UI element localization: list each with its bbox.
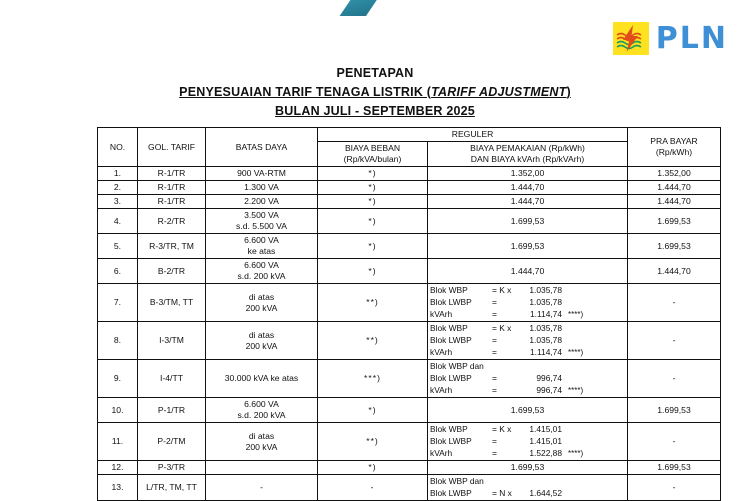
blok-value bbox=[518, 488, 625, 499]
cell-biaya-beban: *) bbox=[318, 167, 428, 181]
batas-daya-line: s.d. 5.500 VA bbox=[236, 221, 287, 231]
cell-no: 4. bbox=[98, 209, 138, 234]
blok-value-number: 1.522,88 bbox=[529, 448, 562, 458]
cell-biaya-pemakaian: 1.352,00 bbox=[428, 167, 628, 181]
blok-operator: = bbox=[492, 385, 497, 395]
blok-label: kVArh bbox=[430, 347, 453, 357]
cell-biaya-pemakaian bbox=[428, 322, 628, 360]
cell-biaya-pemakaian: 1.444,70 bbox=[428, 195, 628, 209]
cell-gol-tarif: P-3/TR bbox=[138, 461, 206, 475]
blok-value-number: 1.035,78 bbox=[529, 323, 562, 333]
batas-daya-line: 6.600 VA bbox=[244, 260, 279, 270]
cell-biaya-pemakaian: 1.699,53 bbox=[428, 234, 628, 259]
cell-pra-bayar: 1.352,00 bbox=[628, 167, 721, 181]
cell-pra-bayar: - bbox=[628, 322, 721, 360]
cell-batas-daya bbox=[206, 181, 318, 195]
tariff-table bbox=[97, 127, 721, 501]
batas-daya-line: ke atas bbox=[247, 246, 276, 256]
biaya-pemakaian-line-2: DAN BIAYA kVArh (Rp/kVArh) bbox=[470, 154, 585, 164]
cell-biaya-beban: **) bbox=[318, 322, 428, 360]
cell-gol-tarif: R-1/TR bbox=[138, 181, 206, 195]
cell-batas-daya bbox=[206, 423, 318, 461]
cell-gol-tarif: R-2/TR bbox=[138, 209, 206, 234]
cell-no: 7. bbox=[98, 284, 138, 322]
cell-pra-bayar: - bbox=[628, 475, 721, 501]
cell-pra-bayar: 1.699,53 bbox=[628, 209, 721, 234]
blok-value bbox=[518, 448, 625, 459]
blok-operator: = K x bbox=[492, 323, 512, 333]
blok-value-number: 1.114,74 bbox=[530, 347, 562, 357]
cell-pra-bayar: - bbox=[628, 423, 721, 461]
cell-batas-daya bbox=[206, 284, 318, 322]
table-row bbox=[98, 195, 721, 209]
col-header-no: NO. bbox=[98, 128, 138, 167]
batas-daya-line: 900 VA-RTM bbox=[237, 168, 286, 178]
blok-label: Blok WBP bbox=[430, 285, 468, 295]
table-header-row-1 bbox=[98, 128, 721, 142]
cell-gol-tarif: R-1/TR bbox=[138, 195, 206, 209]
cell-no: 13. bbox=[98, 475, 138, 501]
blok-label: kVArh bbox=[430, 385, 453, 395]
cell-biaya-beban: **) bbox=[318, 423, 428, 461]
cell-biaya-beban: *) bbox=[318, 181, 428, 195]
blok-operator: = bbox=[492, 335, 497, 345]
blok-value bbox=[518, 385, 625, 396]
table-head bbox=[98, 128, 721, 167]
batas-daya-line: 3.500 VA bbox=[244, 210, 279, 220]
cell-batas-daya bbox=[206, 461, 318, 475]
cell-pra-bayar: 1.444,70 bbox=[628, 259, 721, 284]
cell-batas-daya bbox=[206, 167, 318, 181]
blok-operator: = bbox=[492, 448, 497, 458]
cell-biaya-pemakaian bbox=[428, 475, 628, 501]
batas-daya-line: 2.200 VA bbox=[244, 196, 279, 206]
blok-label: Blok WBP bbox=[430, 323, 468, 333]
blok-operator: = K x bbox=[492, 424, 512, 434]
cell-batas-daya bbox=[206, 398, 318, 423]
title-line-2-italic: TARIFF ADJUSTMENT bbox=[431, 85, 567, 99]
batas-daya-line: 200 kVA bbox=[245, 340, 278, 351]
batas-daya-line: 30.000 kVA ke atas bbox=[224, 373, 299, 383]
tariff-table-wrapper bbox=[97, 127, 720, 501]
cell-biaya-beban: - bbox=[318, 475, 428, 501]
title-line-2-prefix: PENYESUAIAN TARIF TENAGA LISTRIK ( bbox=[179, 85, 432, 99]
cell-batas-daya bbox=[206, 234, 318, 259]
blok-operator: = K x bbox=[492, 285, 512, 295]
cell-biaya-beban: *) bbox=[318, 209, 428, 234]
cell-no: 3. bbox=[98, 195, 138, 209]
cell-biaya-beban: **) bbox=[318, 284, 428, 322]
cell-no: 9. bbox=[98, 360, 138, 398]
cell-gol-tarif: R-1/TR bbox=[138, 167, 206, 181]
cell-no: 1. bbox=[98, 167, 138, 181]
title-line-1: PENETAPAN bbox=[336, 66, 414, 80]
cell-pra-bayar: 1.699,53 bbox=[628, 398, 721, 423]
blok-rate-grid bbox=[430, 424, 625, 459]
cell-biaya-pemakaian bbox=[428, 423, 628, 461]
cell-no: 10. bbox=[98, 398, 138, 423]
blok-value bbox=[518, 309, 625, 320]
blok-value bbox=[518, 361, 625, 372]
batas-daya-line: s.d. 200 kVA bbox=[237, 271, 286, 281]
biaya-beban-line-2: (Rp/kVA/bulan) bbox=[343, 154, 402, 164]
blok-label: Blok WBP dan bbox=[430, 361, 484, 371]
pln-lightning-icon bbox=[613, 22, 649, 55]
cell-batas-daya bbox=[206, 209, 318, 234]
cell-biaya-pemakaian: 1.444,70 bbox=[428, 181, 628, 195]
blok-label: Blok LWBP bbox=[430, 436, 472, 446]
cell-no: 12. bbox=[98, 461, 138, 475]
batas-daya-line: di atas bbox=[248, 291, 275, 302]
blok-operator: = bbox=[492, 297, 497, 307]
cell-biaya-beban: *) bbox=[318, 461, 428, 475]
blok-operator: = bbox=[492, 436, 497, 446]
cell-biaya-pemakaian bbox=[428, 284, 628, 322]
cell-gol-tarif: I-3/TM bbox=[138, 322, 206, 360]
batas-daya-line: di atas bbox=[248, 329, 275, 340]
pra-bayar-line-1: PRA BAYAR bbox=[650, 136, 698, 146]
cell-batas-daya bbox=[206, 360, 318, 398]
blok-label: Blok LWBP bbox=[430, 488, 472, 498]
blok-rate-grid bbox=[430, 323, 625, 358]
blok-value-number: 1.035,78 bbox=[529, 335, 562, 345]
col-header-reguler: REGULER bbox=[318, 128, 628, 142]
cell-no: 6. bbox=[98, 259, 138, 284]
cell-gol-tarif: B-3/TM, TT bbox=[138, 284, 206, 322]
batas-daya-line: 1.300 VA bbox=[244, 182, 279, 192]
table-row bbox=[98, 167, 721, 181]
col-header-biaya-beban bbox=[318, 142, 428, 167]
blok-operator bbox=[492, 361, 518, 372]
blok-label: Blok LWBP bbox=[430, 373, 472, 383]
blok-value bbox=[518, 323, 625, 334]
blok-rate-grid bbox=[430, 361, 625, 396]
title-line-2 bbox=[0, 83, 750, 102]
cell-pra-bayar: 1.444,70 bbox=[628, 181, 721, 195]
cell-gol-tarif: L/TR, TM, TT bbox=[138, 475, 206, 501]
blok-value bbox=[518, 424, 625, 435]
blok-value bbox=[518, 476, 625, 487]
batas-daya-line: 200 kVA bbox=[245, 441, 278, 452]
cell-pra-bayar: 1.699,53 bbox=[628, 234, 721, 259]
cell-batas-daya bbox=[206, 475, 318, 501]
blok-value bbox=[518, 347, 625, 358]
cell-pra-bayar: - bbox=[628, 284, 721, 322]
blok-value-number: 1.035,78 bbox=[529, 297, 562, 307]
blok-operator: = bbox=[492, 373, 497, 383]
blok-operator: = N x bbox=[492, 488, 512, 498]
blok-value-number: 1.415,01 bbox=[529, 424, 562, 434]
col-header-pra-bayar bbox=[628, 128, 721, 167]
table-row bbox=[98, 234, 721, 259]
blok-value-number: 996,74 bbox=[536, 385, 562, 395]
table-row bbox=[98, 475, 721, 501]
blok-value-number: 1.035,78 bbox=[529, 285, 562, 295]
cell-biaya-beban: *) bbox=[318, 195, 428, 209]
blok-value-number: 1.415,01 bbox=[529, 436, 562, 446]
cell-pra-bayar: 1.444,70 bbox=[628, 195, 721, 209]
blok-rate-grid bbox=[430, 285, 625, 320]
blok-label: Blok LWBP bbox=[430, 335, 472, 345]
cell-batas-daya bbox=[206, 322, 318, 360]
col-header-biaya-pemakaian bbox=[428, 142, 628, 167]
blok-value bbox=[518, 436, 625, 447]
cell-biaya-beban: *) bbox=[318, 398, 428, 423]
blok-value-number: 1.114,74 bbox=[530, 309, 562, 319]
blok-value-number: 1.644,52 bbox=[529, 488, 562, 498]
cell-gol-tarif: P-2/TM bbox=[138, 423, 206, 461]
title-line-2-suffix: ) bbox=[566, 85, 571, 99]
cell-batas-daya bbox=[206, 195, 318, 209]
title-line-3: BULAN JULI - SEPTEMBER 2025 bbox=[275, 104, 475, 118]
pln-logo bbox=[613, 22, 728, 55]
cell-pra-bayar: 1.699,53 bbox=[628, 461, 721, 475]
document-title-block bbox=[0, 64, 750, 121]
cell-biaya-beban: *) bbox=[318, 259, 428, 284]
blok-value bbox=[518, 285, 625, 296]
blok-value bbox=[518, 335, 625, 346]
cell-pra-bayar: - bbox=[628, 360, 721, 398]
table-row bbox=[98, 322, 721, 360]
table-row bbox=[98, 181, 721, 195]
cell-no: 11. bbox=[98, 423, 138, 461]
cell-biaya-pemakaian: 1.444,70 bbox=[428, 259, 628, 284]
blok-rate-grid bbox=[430, 476, 625, 499]
blok-value bbox=[518, 373, 625, 384]
blok-value-footnote: ****) bbox=[568, 386, 584, 395]
cell-gol-tarif: P-1/TR bbox=[138, 398, 206, 423]
table-row bbox=[98, 259, 721, 284]
blok-label: kVArh bbox=[430, 448, 453, 458]
cell-no: 8. bbox=[98, 322, 138, 360]
blok-operator: = bbox=[492, 347, 497, 357]
blok-label: kVArh bbox=[430, 309, 453, 319]
cell-biaya-pemakaian bbox=[428, 360, 628, 398]
batas-daya-line: 6.600 VA bbox=[244, 399, 279, 409]
blok-value-footnote: ****) bbox=[568, 310, 584, 319]
table-row bbox=[98, 461, 721, 475]
cell-biaya-pemakaian: 1.699,53 bbox=[428, 461, 628, 475]
blok-value bbox=[518, 297, 625, 308]
blok-operator: = bbox=[492, 309, 497, 319]
pln-wordmark: PLN bbox=[655, 20, 728, 56]
col-header-gol-tarif: GOL. TARIF bbox=[138, 128, 206, 167]
cell-biaya-pemakaian: 1.699,53 bbox=[428, 209, 628, 234]
cell-biaya-beban: *) bbox=[318, 234, 428, 259]
cell-batas-daya bbox=[206, 259, 318, 284]
cell-biaya-pemakaian: 1.699,53 bbox=[428, 398, 628, 423]
table-row bbox=[98, 423, 721, 461]
blok-operator bbox=[492, 476, 518, 487]
table-body bbox=[98, 167, 721, 501]
blok-value-footnote: ****) bbox=[568, 449, 584, 458]
blok-label: Blok WBP bbox=[430, 424, 468, 434]
cell-gol-tarif: I-4/TT bbox=[138, 360, 206, 398]
batas-daya-line: di atas bbox=[248, 430, 275, 441]
batas-daya-line: 200 kVA bbox=[245, 302, 278, 313]
cell-no: 5. bbox=[98, 234, 138, 259]
batas-daya-line: s.d. 200 kVA bbox=[237, 410, 286, 420]
cell-biaya-beban: ***) bbox=[318, 360, 428, 398]
batas-daya-line: 6.600 VA bbox=[244, 235, 279, 245]
biaya-pemakaian-line-1: BIAYA PEMAKAIAN (Rp/kWh) bbox=[470, 143, 585, 153]
col-header-batas-daya: BATAS DAYA bbox=[206, 128, 318, 167]
table-row bbox=[98, 360, 721, 398]
table-row bbox=[98, 284, 721, 322]
cell-gol-tarif: B-2/TR bbox=[138, 259, 206, 284]
blok-label: Blok WBP dan bbox=[430, 476, 484, 486]
cell-no: 2. bbox=[98, 181, 138, 195]
blok-label: Blok LWBP bbox=[430, 297, 472, 307]
table-row bbox=[98, 209, 721, 234]
blok-value-footnote: ****) bbox=[568, 348, 584, 357]
blok-value-number: 996,74 bbox=[536, 373, 562, 383]
pra-bayar-line-2: (Rp/kWh) bbox=[655, 147, 693, 157]
table-row bbox=[98, 398, 721, 423]
batas-daya-line: - bbox=[260, 482, 263, 492]
biaya-beban-line-1: BIAYA BEBAN bbox=[344, 143, 401, 153]
cell-gol-tarif: R-3/TR, TM bbox=[138, 234, 206, 259]
